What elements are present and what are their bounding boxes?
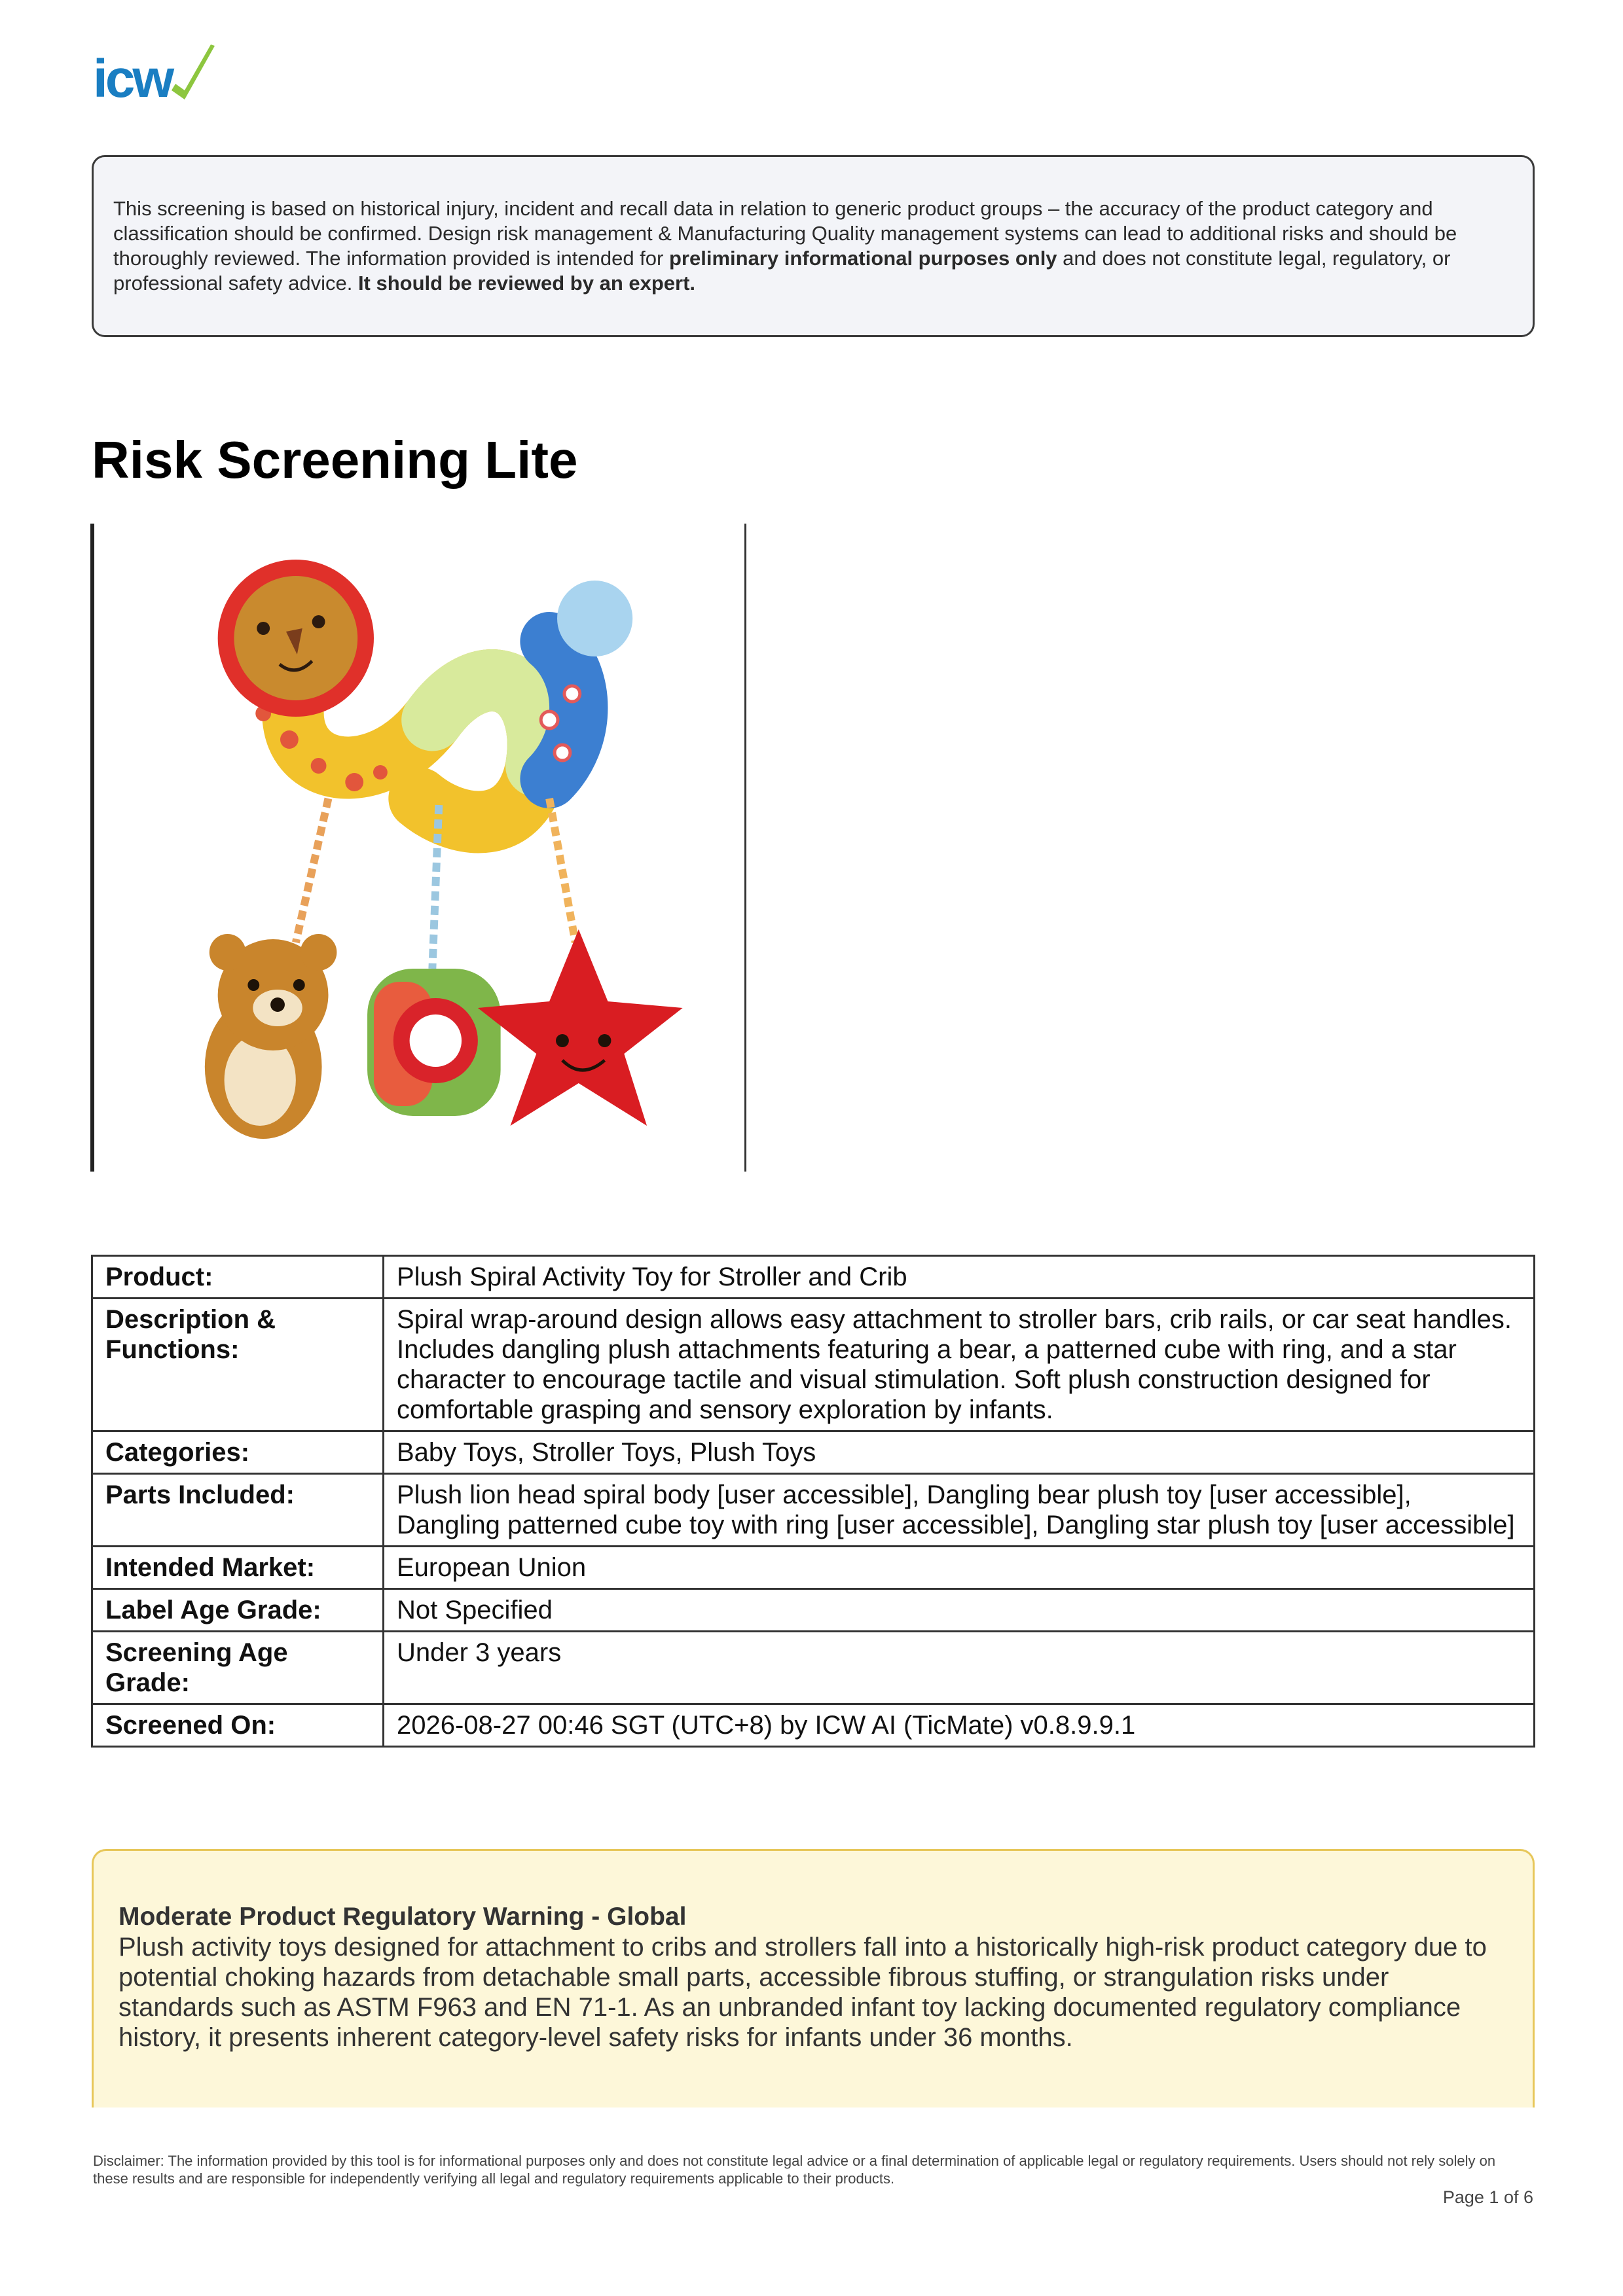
table-row	[92, 1299, 1535, 1431]
icw-logo	[93, 39, 217, 105]
label-age-label: Label Age Grade:	[92, 1589, 384, 1632]
notice-text-2: and does not constitute legal, regulatory, or professional safety advice.	[113, 247, 1451, 295]
product-image	[90, 524, 746, 1172]
warning-body: Plush activity toys designed for attachment to cribs and strollers fall into a historically high-risk product category due to potential choking hazards from detachable small parts, accessible fibrous stuffing, or strangulation risks under standards such as ASTM F963 and EN 71-1. As an unbranded infant toy lacking documented regulatory compliance history, it presents inherent category-level safety risks for infants under 36 months.	[119, 1933, 1487, 2052]
logo-check-icon	[172, 45, 215, 99]
table-row	[92, 1632, 1535, 1704]
page-number: Page 1 of 6	[1442, 2187, 1533, 2207]
categories-label: Categories:	[92, 1431, 384, 1474]
screening-notice	[92, 155, 1535, 337]
market-label: Intended Market:	[92, 1547, 384, 1589]
warning-title: Moderate Product Regulatory Warning - Global	[119, 1903, 687, 1931]
notice-bold-1: preliminary informational purposes only	[668, 247, 1057, 270]
screening-age-label: Screening Age Grade:	[92, 1632, 384, 1704]
product-value: Plush Spiral Activity Toy for Stroller and Crib	[384, 1256, 1535, 1299]
notice-text-1: This screening is based on historical injury, incident and recall data in relation to generic product groups – the accuracy of the product category and classification should be confirmed. Design risk management & Manufacturing Quality management systems can lead to additional risks and should be thoroughly reviewed. The information provided is intended for	[113, 197, 1457, 270]
table-row	[92, 1256, 1535, 1299]
footer-disclaimer: Disclaimer: The information provided by this tool is for informational purposes only and does not constitute legal advice or a final determination of applicable legal or regulatory requirements. Users should not rely solely on these results and are responsible for independently verifying all legal and regulatory requirements applicable to their products.	[93, 2153, 1496, 2187]
market-value: European Union	[384, 1547, 1535, 1589]
description-value: Spiral wrap-around design allows easy attachment to stroller bars, crib rails, or car seat handles. Includes dangling plush attachments featuring a bear, a patterned cube with ring, and a star character to encourage tactile and visual stimulation. Soft plush construction designed for comfortable grasping and sensory exploration by infants.	[384, 1299, 1535, 1431]
regulatory-warning	[92, 1849, 1535, 2108]
product-info-table	[91, 1255, 1535, 1748]
notice-bold-2: It should be reviewed by an expert.	[357, 272, 696, 295]
screening-age-value: Under 3 years	[384, 1632, 1535, 1704]
table-row	[92, 1547, 1535, 1589]
parts-label: Parts Included:	[92, 1474, 384, 1547]
table-row	[92, 1474, 1535, 1547]
description-label: Description & Functions:	[92, 1299, 384, 1431]
label-age-value: Not Specified	[384, 1589, 1535, 1632]
table-row	[92, 1431, 1535, 1474]
product-label: Product:	[92, 1256, 384, 1299]
logo-wordmark: icw	[93, 49, 172, 105]
screened-on-label: Screened On:	[92, 1704, 384, 1747]
categories-value: Baby Toys, Stroller Toys, Plush Toys	[384, 1431, 1535, 1474]
page-title: Risk Screening Lite	[92, 431, 578, 489]
table-row	[92, 1589, 1535, 1632]
parts-value: Plush lion head spiral body [user accessible], Dangling bear plush toy [user accessible], Dangling patterned cube toy with ring [user accessible], Dangling star plush toy [user accessible]	[384, 1474, 1535, 1547]
table-row	[92, 1704, 1535, 1747]
screened-on-value: 2026-08-27 00:46 SGT (UTC+8) by ICW AI (TicMate) v0.8.9.9.1	[384, 1704, 1535, 1747]
